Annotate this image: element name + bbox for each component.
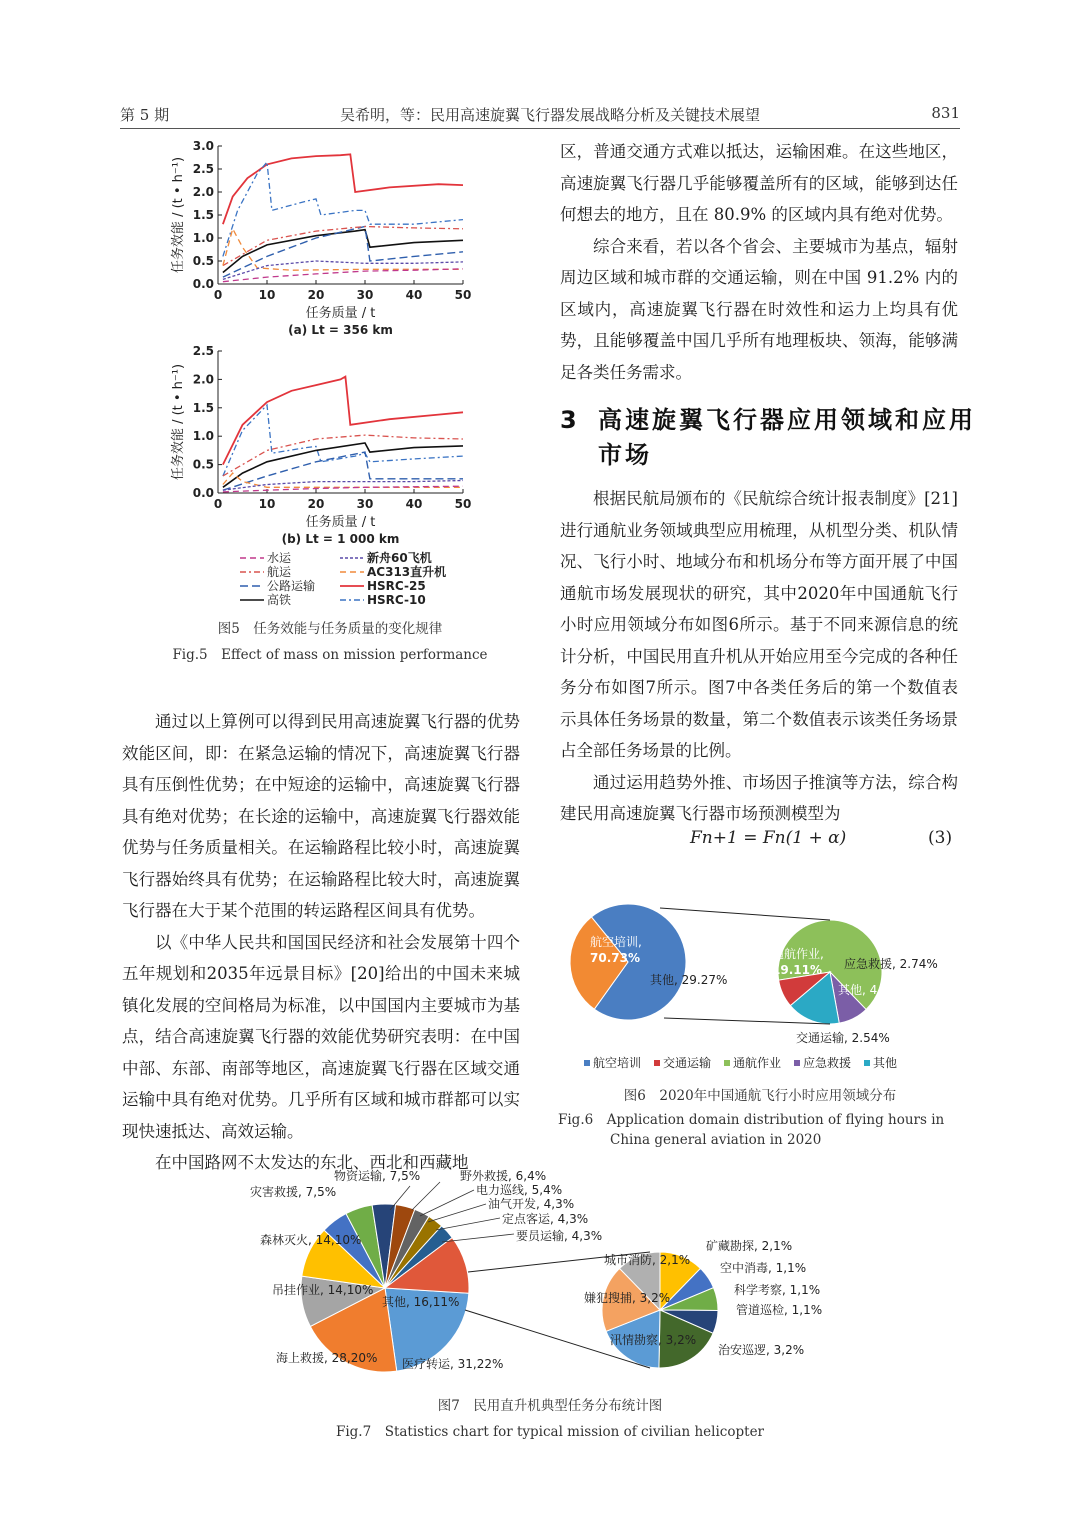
- leader-line: [436, 1218, 500, 1230]
- slice-label: 通航作业,: [772, 947, 824, 961]
- slice-label: 应急救援, 2.74%: [844, 957, 938, 971]
- series-line: [223, 154, 463, 224]
- x-tick-label: 30: [356, 288, 374, 302]
- legend-label: 水运: [267, 551, 292, 565]
- series-line: [223, 377, 463, 465]
- legend-swatch: [584, 1060, 590, 1066]
- x-tick-label: 40: [405, 288, 423, 302]
- slice-label: 科学考察, 1,1%: [734, 1283, 821, 1297]
- y-tick-label: 0.5: [192, 254, 214, 268]
- slice-label: 空中消毒, 1,1%: [720, 1261, 807, 1275]
- fig7-caption-en: Fig.7 Statistics chart for typical mission of civilian helicopter: [335, 1424, 765, 1440]
- section-number: 3: [560, 406, 580, 434]
- legend-swatch: [864, 1060, 870, 1066]
- slice-label: 灾害救援, 7,5%: [250, 1185, 337, 1199]
- legend-label: HSRC-25: [367, 579, 426, 593]
- slice-label: 70.73%: [590, 951, 640, 965]
- slice-label: 管道巡检, 1,1%: [736, 1303, 823, 1317]
- legend-label: 交通运输: [663, 1056, 712, 1070]
- legend-label: 公路运输: [267, 579, 316, 593]
- slice-label: 其他, 29.27%: [650, 973, 728, 987]
- fig5-caption-cn: 图5 任务效能与任务质量的变化规律: [217, 621, 443, 637]
- slice-label: 其他, 4.88%: [838, 983, 908, 997]
- y-tick-label: 2.5: [192, 344, 214, 358]
- paragraph: 通过运用趋势外推、市场因子推演等方法，综合构建民用高速旋翼飞行器市场预测模型为: [560, 772, 958, 823]
- y-axis-label: 任务效能 / (t • h⁻¹): [171, 156, 186, 274]
- y-tick-label: 2.0: [192, 372, 214, 387]
- paragraph: 以《中华人民共和国国民经济和社会发展第十四个五年规划和2035年远景目标》[20]给出的中国未来城镇化发展的空间格局为标准，以中国国内主要城市为基点，结合高速旋翼飞行器的效能优势研究表明：在中国中部、东部、南部等地区，高速旋翼飞行器在区域交通运输中具有绝对优势。几乎所有区域和城市群都可以实现快速抵达、高效运输。: [122, 932, 520, 1141]
- slice-label: 矿藏勘探, 2,1%: [706, 1239, 793, 1253]
- slice-label: 电力巡线, 5,4%: [476, 1183, 563, 1197]
- right-column-text-bottom: [560, 483, 958, 830]
- header-rule: [120, 128, 960, 129]
- series-line: [223, 452, 463, 490]
- slice-label: 交通运输, 2.54%: [796, 1031, 890, 1045]
- x-tick-label: 0: [213, 288, 223, 302]
- slice-label: 油气开发, 4,3%: [488, 1197, 575, 1211]
- series-line: [223, 443, 463, 487]
- legend-label: 新舟60飞机: [367, 551, 432, 565]
- issue-number: 第 5 期: [120, 106, 170, 124]
- running-title: 吴希明，等：民用高速旋翼飞行器发展战略分析及关键技术展望: [340, 106, 761, 124]
- slice-label: 定点客运, 4,3%: [502, 1212, 589, 1226]
- legend-label: 通航作业: [733, 1056, 782, 1070]
- y-tick-label: 1.0: [192, 231, 214, 245]
- slice-label: 治安巡逻, 3,2%: [718, 1343, 805, 1357]
- right-column-text-top: [560, 136, 958, 388]
- paragraph: 区，普通交通方式难以抵达，运输困难。在这些地区，高速旋翼飞行器几乎能够覆盖所有的区域，能够到达任何想去的地方，且在 80.9% 的区域内具有绝对优势。: [560, 142, 958, 224]
- x-tick-label: 50: [454, 497, 472, 511]
- x-tick-label: 30: [356, 497, 374, 511]
- x-tick-label: 40: [405, 497, 423, 511]
- x-axis-label: 任务质量 / t: [305, 515, 376, 530]
- series-line: [223, 435, 463, 476]
- legend-label: 高铁: [267, 593, 292, 607]
- fig7-caption-cn: 图7 民用直升机典型任务分布统计图: [437, 1398, 663, 1414]
- slice-label: 物资运输, 7,5%: [334, 1169, 421, 1183]
- slice-label: 要员运输, 4,3%: [516, 1229, 603, 1243]
- y-tick-label: 1.0: [192, 429, 214, 444]
- y-tick-label: 0.5: [192, 457, 214, 472]
- connector-line: [664, 1018, 830, 1024]
- x-tick-label: 20: [307, 497, 325, 511]
- slice-label: 医疗转运, 31,22%: [402, 1357, 504, 1371]
- fig6-caption-en-2: China general aviation in 2020: [610, 1132, 822, 1148]
- slice-label: 19.11%: [772, 963, 822, 977]
- legend-label: 其他: [873, 1056, 898, 1070]
- fig6-caption-cn: 图6 2020年中国通航飞行小时应用领域分布: [623, 1088, 897, 1104]
- x-tick-label: 10: [258, 288, 276, 302]
- fig5-caption-en: Fig.5 Effect of mass on mission performance: [172, 647, 488, 663]
- y-tick-label: 2.0: [192, 185, 214, 199]
- fig6-pie-chart: [568, 900, 958, 1080]
- slice-label: 野外救援, 6,4%: [460, 1169, 547, 1183]
- connector-line: [660, 908, 830, 920]
- y-tick-label: 2.5: [192, 162, 214, 176]
- fig6-caption-en-1: Fig.6 Application domain distribution of flying hours in: [558, 1112, 945, 1128]
- slice-label: 城市消防, 2,1%: [604, 1253, 691, 1267]
- section-title-line2: 市场: [598, 441, 652, 469]
- legend-label: HSRC-10: [367, 593, 426, 607]
- slice-label: 森林灭火, 14,10%: [260, 1233, 362, 1247]
- leader-line: [428, 1204, 486, 1222]
- fig7-pie-chart: [240, 1160, 860, 1390]
- legend-label: 应急救援: [803, 1056, 852, 1070]
- y-axis-label: 任务效能 / (t • h⁻¹): [171, 363, 186, 481]
- section-title-line1: 高速旋翼飞行器应用领域和应用: [598, 406, 976, 434]
- y-tick-label: 0.0: [192, 486, 214, 500]
- slice-label: 汛情勘察, 3,2%: [610, 1333, 697, 1347]
- series-line: [223, 486, 463, 492]
- legend-label: AC313直升机: [367, 565, 447, 579]
- y-tick-label: 0.0: [192, 277, 214, 291]
- paragraph: 综合来看，若以各个省会、主要城市为基点，辐射周边区域和城市群的交通运输，则在中国 91.2% 内的区域内，高速旋翼飞行器在时效性和运力上均具有优势，且能够覆盖中国几乎所有地理板块、领海，能够满足各类任务需求。: [560, 236, 958, 382]
- slice-label: 吊挂作业, 14,10%: [272, 1283, 374, 1297]
- y-tick-label: 3.0: [192, 139, 214, 153]
- page-number: 831: [931, 104, 960, 122]
- y-tick-label: 1.5: [192, 208, 214, 222]
- x-tick-label: 50: [454, 288, 472, 302]
- equation: Fn+1 = Fn(1 + α): [690, 828, 847, 848]
- legend-label: 航运: [267, 565, 292, 579]
- series-line: [223, 269, 463, 282]
- series-line: [223, 230, 463, 273]
- legend-swatch: [724, 1060, 730, 1066]
- paragraph: 通过以上算例可以得到民用高速旋翼飞行器的优势效能区间，即：在紧急运输的情况下，高速旋翼飞行器具有压倒性优势；在中短途的运输中，高速旋翼飞行器具有绝对优势；在长途的运输中，高速旋翼飞行器效能优势与任务质量相关。在运输路程比较小时，高速旋翼飞行器始终具有优势；在运输路程比较大时，高速旋翼飞行器在大于某个范围的转运路程区间具有优势。: [122, 712, 520, 920]
- slice-label: 其他, 16,11%: [382, 1295, 460, 1309]
- subplot-title: (b) Lt = 1 000 km: [281, 532, 400, 546]
- x-tick-label: 10: [258, 497, 276, 511]
- x-tick-label: 0: [213, 497, 223, 511]
- series-line: [223, 481, 463, 491]
- slice-label: 海上救援, 28,20%: [276, 1351, 378, 1365]
- slice-label: 航空培训,: [590, 935, 642, 949]
- legend-label: 航空培训: [593, 1056, 642, 1070]
- fig5-line-charts: [160, 136, 490, 616]
- left-column-text: [122, 706, 520, 1179]
- x-tick-label: 20: [307, 288, 325, 302]
- y-tick-label: 1.5: [192, 400, 214, 415]
- legend-swatch: [654, 1060, 660, 1066]
- leader-line: [412, 1182, 440, 1210]
- subplot-title: (a) Lt = 356 km: [288, 323, 393, 337]
- legend-swatch: [794, 1060, 800, 1066]
- paragraph: 根据民航局颁布的《民航综合统计报表制度》[21]进行通航业务领域典型应用梳理，从机型分类、机队情况、飞行小时、地域分布和机场分布等方面开展了中国通航市场发展现状的研究，其中2020年中国通航飞行小时应用领域分布如图6所示。基于不同来源信息的统计分析，中国民用直升机从开始应用至今完成的各种任务分布如图7所示。图7中各类任务后的第一个数值表示具体任务场景的数量，第二个数值表示该类任务场景占全部任务场景的比例。: [560, 489, 958, 760]
- equation-number: (3): [928, 828, 953, 848]
- x-axis-label: 任务质量 / t: [305, 306, 376, 321]
- slice-label: 嫌犯搜捕, 3,2%: [584, 1291, 671, 1305]
- paragraph: 在中国路网不太发达的东北、西北和西藏地: [155, 1153, 469, 1172]
